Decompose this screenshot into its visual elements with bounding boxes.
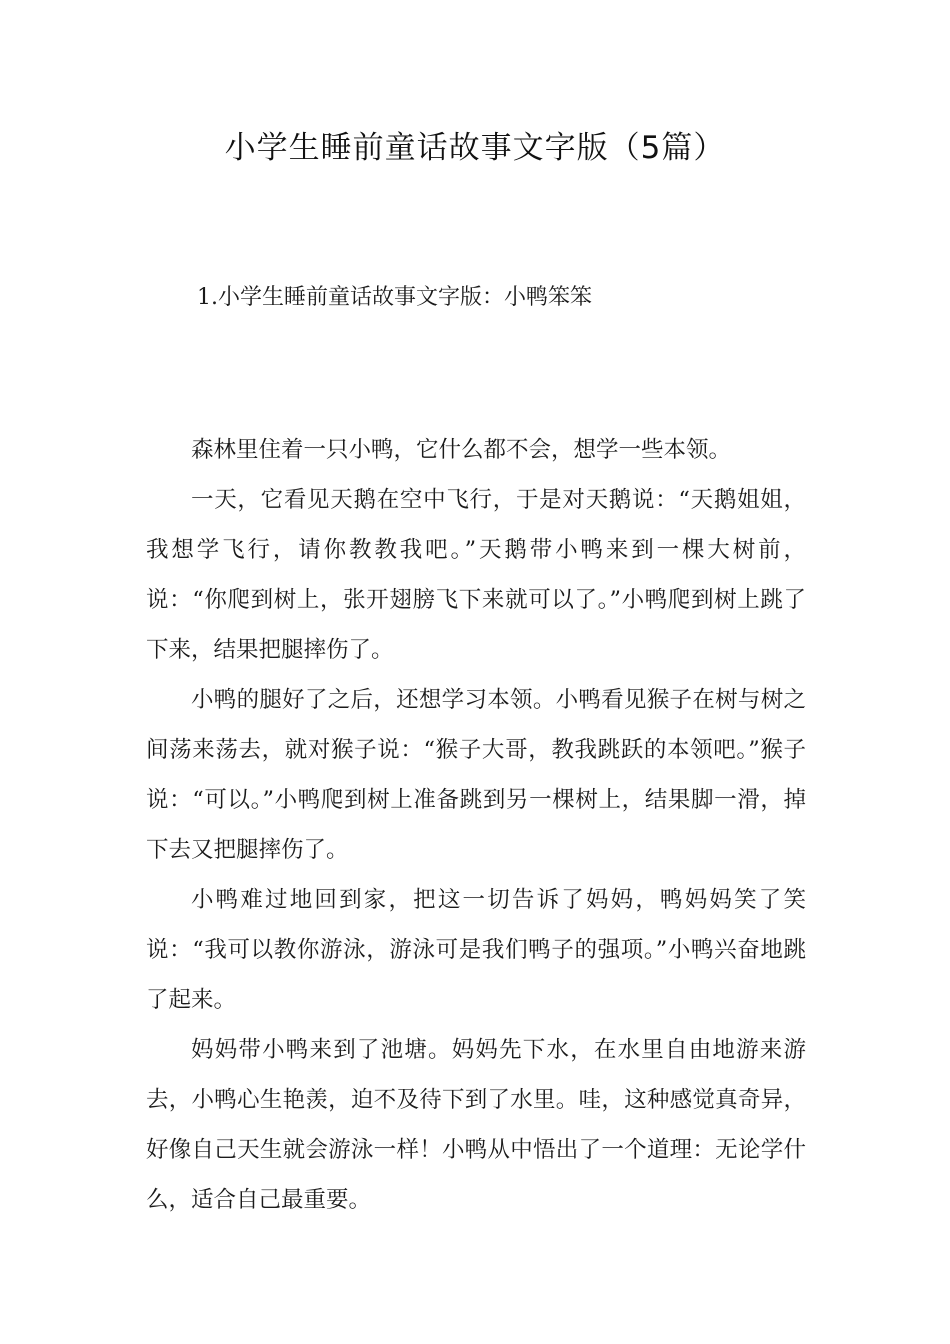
story-paragraph: 小鸭难过地回到家，把这一切告诉了妈妈，鸭妈妈笑了笑说：“我可以教你游泳，游泳可是我们鸭子的强项。”小鸭兴奋地跳了起来。 [146, 887, 806, 1013]
story-body [146, 425, 806, 1225]
story-paragraph: 小鸭的腿好了之后，还想学习本领。小鸭看见猴子在树与树之间荡来荡去，就对猴子说：“猴子大哥，教我跳跃的本领吧。”猴子说：“可以。”小鸭爬到树上准备跳到另一棵树上，结果脚一滑，掉下去又把腿摔伤了。 [146, 687, 806, 863]
section-heading: 1.小学生睡前童话故事文字版：小鸭笨笨 [197, 285, 592, 310]
story-paragraph: 妈妈带小鸭来到了池塘。妈妈先下水，在水里自由地游来游去，小鸭心生艳羡，迫不及待下到了水里。哇，这种感觉真奇异，好像自己天生就会游泳一样！小鸭从中悟出了一个道理：无论学什么，适合自己最重要。 [146, 1037, 806, 1213]
story-paragraph: 一天，它看见天鹅在空中飞行，于是对天鹅说：“天鹅姐姐，我想学飞行，请你教教我吧。”天鹅带小鸭来到一棵大树前，说：“你爬到树上，张开翅膀飞下来就可以了。”小鸭爬到树上跳了下来，结果把腿摔伤了。 [146, 487, 806, 663]
story-paragraph: 森林里住着一只小鸭，它什么都不会，想学一些本领。 [191, 437, 732, 463]
document-title: 小学生睡前童话故事文字版（5篇） [224, 130, 726, 166]
